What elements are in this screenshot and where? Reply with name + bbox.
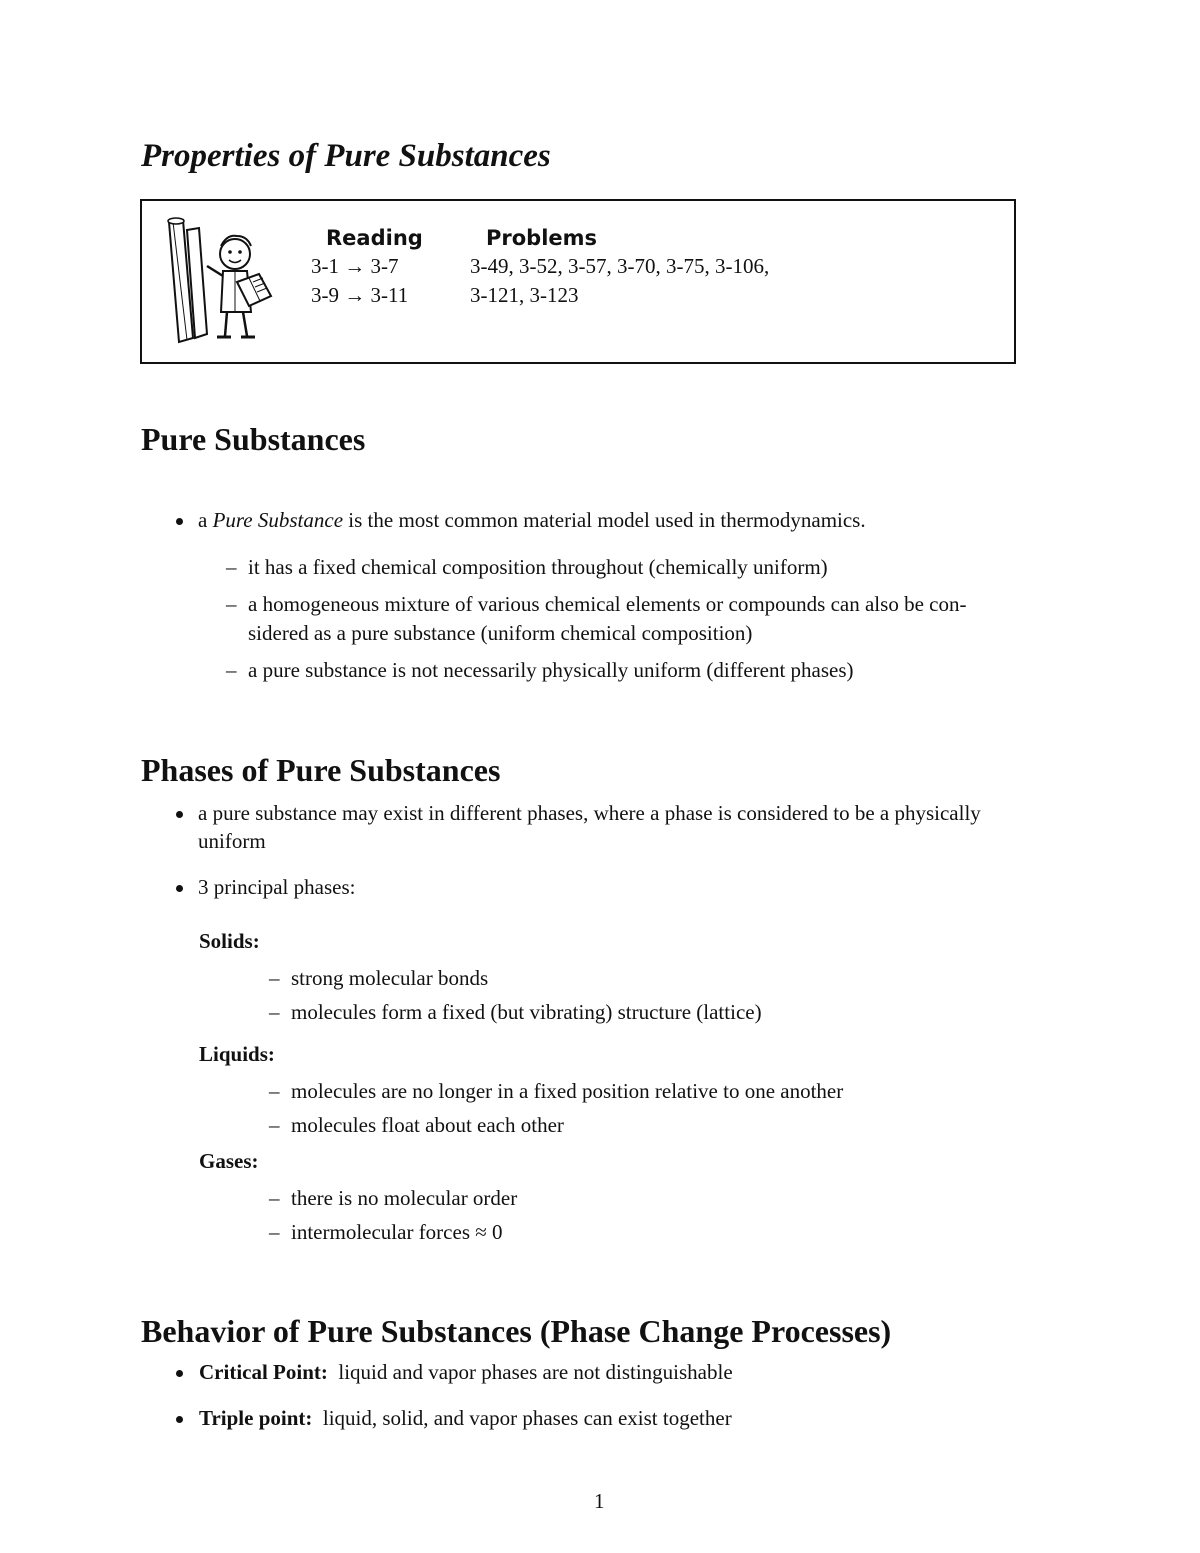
problems-line-1: 3-49, 3-52, 3-57, 3-70, 3-75, 3-106,: [470, 254, 770, 278]
list-item: there is no molecular order: [291, 1186, 518, 1210]
solids-label: Solids:: [199, 929, 260, 953]
triple-point-label: Triple point:: [199, 1406, 313, 1430]
list-item: a pure substance is not necessarily physically uniform (different phases): [248, 658, 854, 682]
problems-header: Problems: [486, 226, 598, 250]
list-item: Triple point: liquid, solid, and vapor phases can exist together: [199, 1406, 732, 1430]
dash-marker: –: [226, 555, 237, 579]
bullet-marker: [176, 811, 183, 818]
list-item: a pure substance may exist in different phases, where a phase is considered to be a physically: [198, 801, 981, 825]
list-item: 3 principal phases:: [198, 875, 356, 899]
dash-marker: –: [269, 1186, 280, 1210]
bullet-marker: [176, 885, 183, 892]
problems-line-2: 3-121, 3-123: [470, 283, 579, 307]
list-item: strong molecular bonds: [291, 966, 489, 990]
gases-label: Gases:: [199, 1149, 259, 1173]
page-number: 1: [594, 1489, 605, 1513]
list-item: molecules form a fixed (but vibrating) structure (lattice): [291, 1000, 762, 1024]
list-item: Critical Point: liquid and vapor phases are not distinguishable: [199, 1360, 733, 1384]
list-item-continuation: sidered as a pure substance (uniform chemical composition): [248, 621, 753, 645]
list-item: intermolecular forces ≈ 0: [291, 1220, 503, 1244]
section-heading-pure-substances: Pure Substances: [141, 421, 366, 457]
page-title: Properties of Pure Substances: [141, 138, 551, 174]
reading-header: Reading: [326, 226, 423, 250]
list-item: a Pure Substance is the most common material model used in thermodynamics.: [198, 508, 866, 532]
critical-point-label: Critical Point:: [199, 1360, 328, 1384]
section-heading-behavior: Behavior of Pure Substances (Phase Change Processes): [141, 1313, 892, 1349]
pure-substance-term: Pure Substance: [212, 508, 344, 532]
dash-marker: –: [269, 1079, 280, 1103]
reading-line-1: 3-1 → 3-7: [311, 254, 399, 278]
liquids-label: Liquids:: [199, 1042, 275, 1066]
dash-marker: –: [226, 592, 237, 616]
dash-marker: –: [269, 1113, 280, 1137]
list-item: it has a fixed chemical composition throughout (chemically uniform): [248, 555, 828, 579]
bullet-marker: [176, 518, 183, 525]
dash-marker: –: [269, 966, 280, 990]
bullet-marker: [176, 1416, 183, 1423]
reading-line-2: 3-9 → 3-11: [311, 283, 409, 307]
dash-marker: –: [269, 1000, 280, 1024]
list-item: a homogeneous mixture of various chemical elements or compounds can also be con-: [248, 592, 967, 616]
list-item: molecules are no longer in a fixed position relative to one another: [291, 1079, 844, 1103]
section-heading-phases: Phases of Pure Substances: [141, 752, 501, 788]
dash-marker: –: [269, 1220, 280, 1244]
person-reading-book-icon: [163, 216, 283, 346]
list-item-continuation: uniform: [198, 829, 266, 853]
dash-marker: –: [226, 658, 237, 682]
bullet-marker: [176, 1370, 183, 1377]
list-item: molecules float about each other: [291, 1113, 564, 1137]
